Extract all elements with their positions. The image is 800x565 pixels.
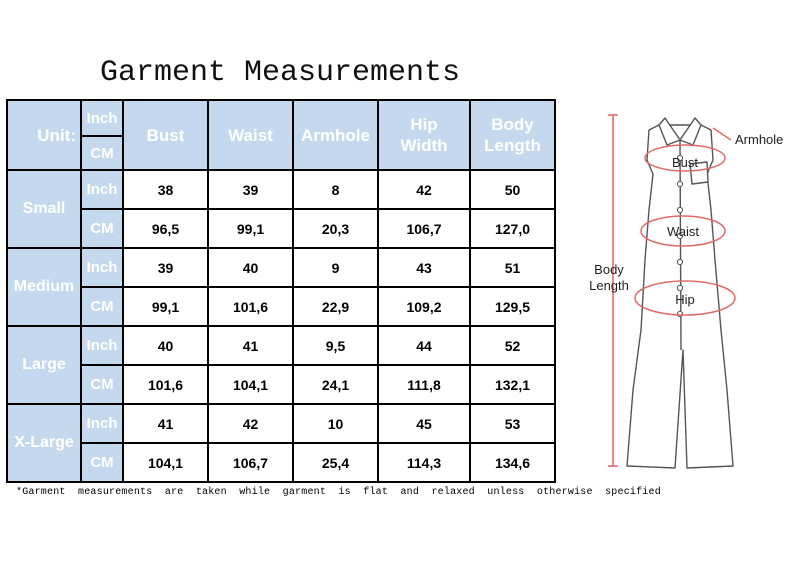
value-cell: 40 [123, 326, 208, 365]
value-cell: 22,9 [293, 287, 378, 326]
table-row [7, 209, 555, 248]
value-cell: 99,1 [123, 287, 208, 326]
value-cell: 41 [123, 404, 208, 443]
value-cell: 44 [378, 326, 470, 365]
table-row [7, 365, 555, 404]
value-cell: 25,4 [293, 443, 378, 482]
col-armhole-label: Armhole [301, 125, 370, 145]
col-body-label-2: Length [484, 136, 541, 155]
size-label: Medium [13, 278, 75, 295]
value-cell: 24,1 [293, 365, 378, 404]
value-cell: 104,1 [208, 365, 293, 404]
row-unit-cm: CM [90, 376, 114, 393]
armhole-marker [713, 128, 731, 140]
unit-inch-label: Inch [86, 109, 118, 127]
col-waist [208, 100, 293, 170]
size-medium-cell [7, 248, 81, 326]
row-unit-cell [81, 365, 123, 404]
value-cell: 127,0 [470, 209, 555, 248]
col-bust [123, 100, 208, 170]
col-body-length [470, 100, 555, 170]
value-cell: 104,1 [123, 443, 208, 482]
value-cell: 10 [293, 404, 378, 443]
unit-label-cell [7, 100, 81, 170]
col-hip-label-2: Width [400, 136, 448, 155]
value-cell: 53 [470, 404, 555, 443]
bust-label: Bust [671, 155, 699, 170]
value-cell: 8 [293, 170, 378, 209]
size-xlarge-cell [7, 404, 81, 482]
value-cell: 41 [208, 326, 293, 365]
value-cell: 106,7 [378, 209, 470, 248]
row-unit-cell [81, 209, 123, 248]
col-hip-width [378, 100, 470, 170]
row-unit-inch: Inch [86, 415, 118, 432]
value-cell: 52 [470, 326, 555, 365]
page-title: Garment Measurements [99, 56, 461, 90]
value-cell: 9 [293, 248, 378, 287]
garment-diagram [575, 100, 795, 480]
row-unit-cell [81, 326, 123, 365]
col-bust-label: Bust [146, 125, 185, 145]
size-label: Small [22, 200, 66, 217]
value-cell: 43 [378, 248, 470, 287]
row-unit-cell [81, 404, 123, 443]
unit-label: Unit: [37, 125, 76, 145]
table-row [7, 443, 555, 482]
value-cell: 109,2 [378, 287, 470, 326]
value-cell: 38 [123, 170, 208, 209]
value-cell: 51 [470, 248, 555, 287]
table-row [7, 404, 555, 443]
row-unit-cm: CM [90, 220, 114, 237]
size-chart-table [6, 99, 556, 483]
value-cell: 39 [123, 248, 208, 287]
value-cell: 50 [470, 170, 555, 209]
value-cell: 42 [208, 404, 293, 443]
value-cell: 42 [378, 170, 470, 209]
value-cell: 114,3 [378, 443, 470, 482]
row-unit-inch: Inch [86, 337, 118, 354]
header-cm-cell [81, 136, 123, 170]
row-unit-cell [81, 287, 123, 326]
value-cell: 99,1 [208, 209, 293, 248]
value-cell: 101,6 [208, 287, 293, 326]
value-cell: 39 [208, 170, 293, 209]
header-inch-cell [81, 100, 123, 136]
table-row [7, 326, 555, 365]
col-waist-label: Waist [228, 125, 273, 145]
header-row [7, 100, 555, 136]
table-row [7, 248, 555, 287]
row-unit-cm: CM [90, 298, 114, 315]
value-cell: 101,6 [123, 365, 208, 404]
waist-label: Waist [666, 224, 700, 239]
value-cell: 20,3 [293, 209, 378, 248]
value-cell: 134,6 [470, 443, 555, 482]
armhole-label: Armhole [735, 132, 784, 147]
size-label: X-Large [14, 434, 74, 451]
col-body-label-1: Body [491, 115, 534, 134]
footnote: *Garment measurements are taken while garment is flat and relaxed unless otherwise specified [16, 487, 661, 498]
table-row [7, 287, 555, 326]
table-row [7, 170, 555, 209]
value-cell: 40 [208, 248, 293, 287]
size-small-cell [7, 170, 81, 248]
row-unit-inch: Inch [86, 181, 118, 198]
row-unit-cell [81, 170, 123, 209]
value-cell: 106,7 [208, 443, 293, 482]
value-cell: 129,5 [470, 287, 555, 326]
value-cell: 45 [378, 404, 470, 443]
row-unit-cell [81, 443, 123, 482]
row-unit-cell [81, 248, 123, 287]
col-armhole [293, 100, 378, 170]
unit-cm-label: CM [90, 144, 114, 162]
hip-label: Hip [675, 292, 695, 307]
size-large-cell [7, 326, 81, 404]
row-unit-inch: Inch [86, 259, 118, 276]
value-cell: 96,5 [123, 209, 208, 248]
body-length-label-1: Body [594, 262, 624, 277]
value-cell: 132,1 [470, 365, 555, 404]
body-length-label-2: Length [589, 278, 629, 293]
col-hip-label-1: Hip [410, 115, 438, 134]
value-cell: 9,5 [293, 326, 378, 365]
value-cell: 111,8 [378, 365, 470, 404]
size-label: Large [22, 356, 66, 373]
row-unit-cm: CM [90, 454, 114, 471]
